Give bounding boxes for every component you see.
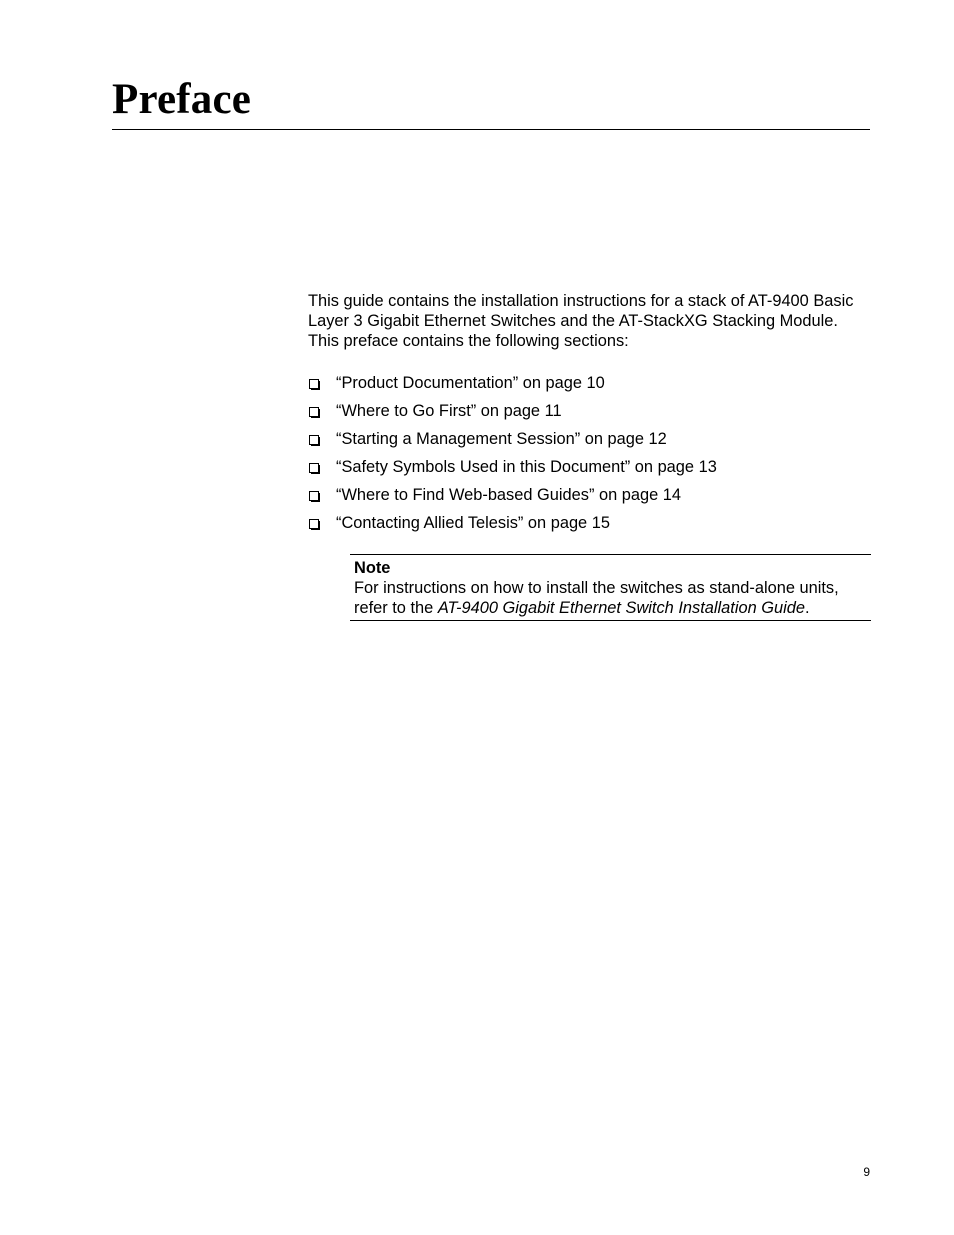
guide-title: AT-9400 Gigabit Ethernet Switch Installation Guide [437,599,806,617]
section-link[interactable]: “Starting a Management Session” on page 12 [336,430,667,448]
section-list [308,369,717,537]
list-item [308,425,717,453]
section-link[interactable]: “Where to Find Web-based Guides” on page 14 [336,486,682,504]
checkbox-icon [309,491,319,501]
list-item [308,481,717,509]
checkbox-icon [309,407,319,417]
note-text-before: For instructions on how to install the switches as stand-alone units, refer to the [354,579,839,617]
chapter-title: Preface [112,76,252,123]
section-link[interactable]: “Product Documentation” on page 10 [336,374,605,392]
note-text-after: . [805,599,810,617]
list-item [308,397,717,425]
checkbox-icon [309,519,319,529]
list-item [308,453,717,481]
checkbox-icon [309,463,319,473]
intro-paragraph: This guide contains the installation instructions for a stack of AT-9400 Basic Layer 3 Gigabit Ethernet Switches and the AT-StackXG Stacking Module. This preface contains the following sections: [308,292,854,350]
checkbox-icon [309,435,319,445]
checkbox-icon [309,379,319,389]
section-link[interactable]: “Where to Go First” on page 11 [336,402,562,420]
title-rule [112,129,870,130]
section-link[interactable]: “Contacting Allied Telesis” on page 15 [336,514,610,532]
list-item [308,369,717,397]
section-link[interactable]: “Safety Symbols Used in this Document” on page 13 [336,458,717,476]
note-label: Note [354,559,391,577]
page-number: 9 [863,1165,870,1179]
note-body [354,578,871,618]
list-item [308,509,717,537]
note-box [350,554,871,621]
